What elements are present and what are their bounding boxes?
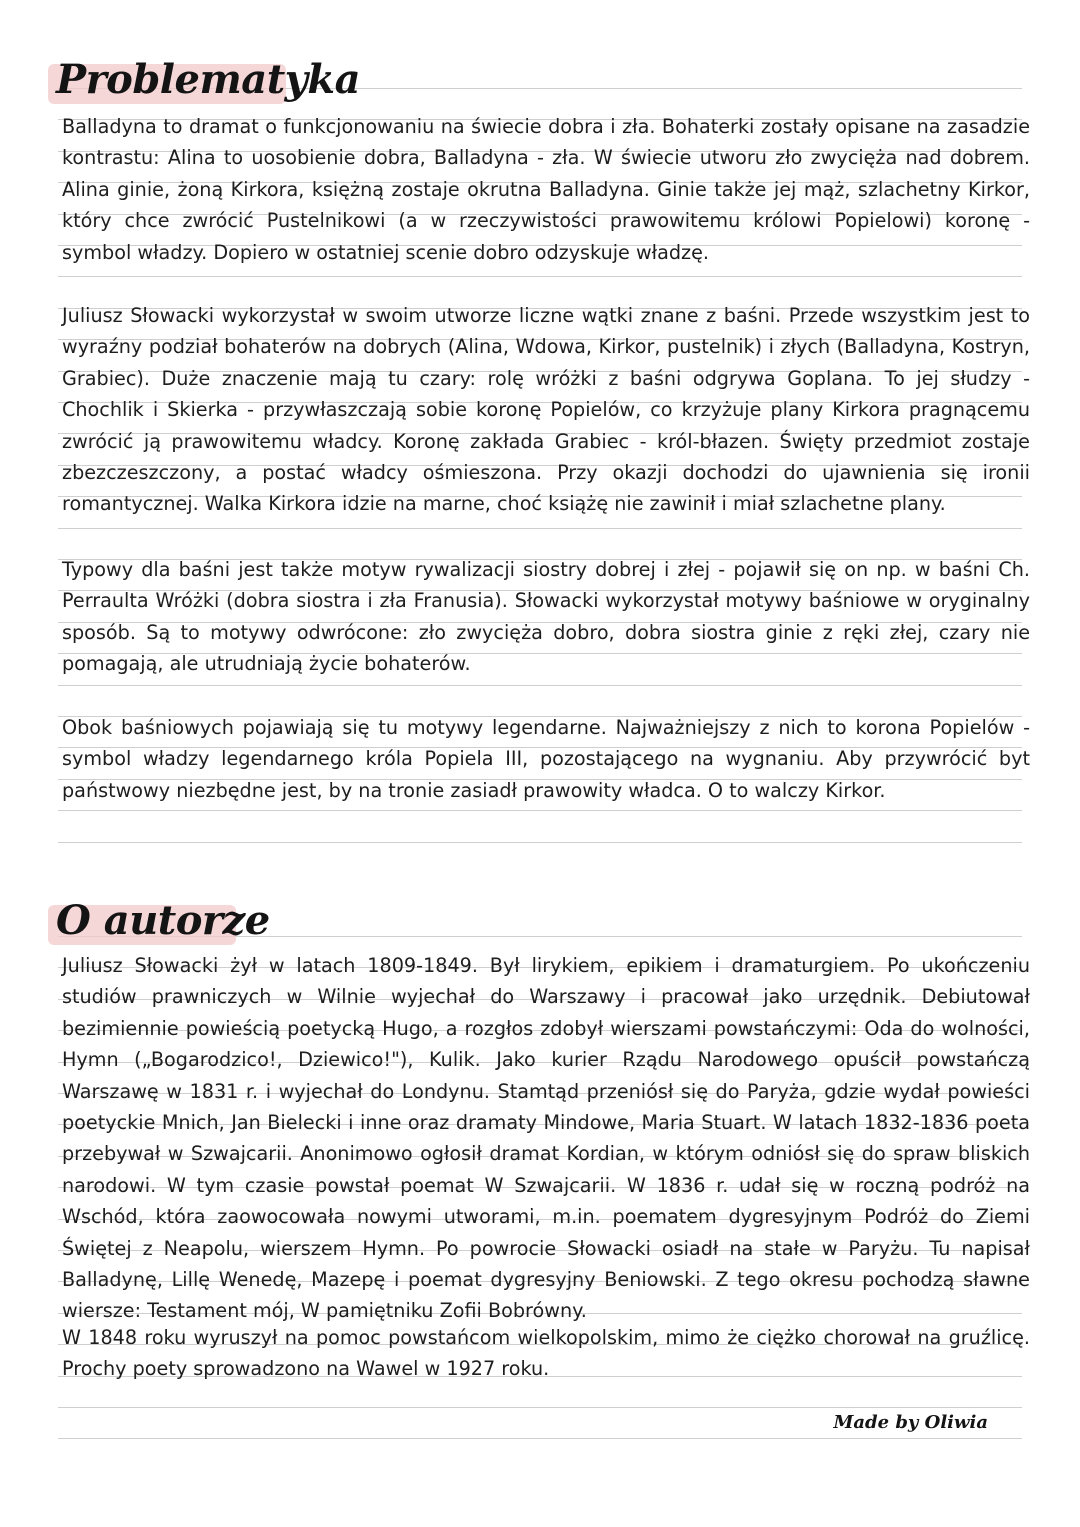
ruled-line (58, 842, 1022, 843)
ruled-line (58, 810, 1022, 811)
paragraph-problematyka-3: Typowy dla baśni jest także motyw rywalizacji siostry dobrej i złej - pojawił się on np. w baśni Ch. Perraulta Wróżki (dobra siostra i zła Franusia). Słowacki wykorzystał motywy baśniowe w oryginalny sposób. Są to motywy odwrócone: zło zwycięża dobro, dobra siostra ginie z ręki złej, czary nie pomagają, ale utrudniają życie bohaterów. (62, 558, 1030, 676)
ruled-line (58, 528, 1022, 529)
section-heading-o-autorze-wrap (56, 891, 270, 951)
section-heading-problematyka-wrap (56, 50, 360, 110)
paragraph-problematyka-1: Balladyna to dramat o funkcjonowaniu na świecie dobra i zła. Bohaterki zostały opisane na zasadzie kontrastu: Alina to uosobienie dobra, Balladyna - zła. W świecie utworu zło zwycięża nad dobrem. Alina ginie, żoną Kirkora, księżną zostaje okrutna Balladyna. Ginie także jej mąż, szlachetny Kirkor, który chce zwrócić Pustelnikowi (a w rzeczywistości prawowitemu królowi Popielowi) koronę - symbol władzy. Dopiero w ostatniej scenie dobro odzyskuje władzę. (62, 115, 1030, 264)
ruled-line (58, 685, 1022, 686)
section-heading-problematyka: Problematyka (56, 56, 361, 103)
paragraph-problematyka-4: Obok baśniowych pojawiają się tu motywy legendarne. Najważniejszy z nich to korona Popielów - symbol władzy legendarnego króla Popiela III, pozostającego na wygnaniu. Aby przywrócić byt państwowy niezbędne jest, by na tronie zasiadł prawowity władca. O to walczy Kirkor. (62, 716, 1030, 802)
section-heading-o-autorze: O autorze (56, 897, 270, 944)
ruled-line (58, 1438, 1022, 1439)
paragraph-o-autorze-1: Juliusz Słowacki żył w latach 1809-1849. Był lirykiem, epikiem i dramaturgiem. Po ukończeniu studiów prawniczych w Wilnie wyjechał do Warszawy i pracował jako urzędnik. Debiutował bezimiennie powieścią poetycką Hugo, a rozgłos zdobył wierszami powstańczymi: Oda do wolności, Hymn („Bogarodzico!, Dziewico!"), Kulik. Jako kurier Rządu Narodowego opuścił powstańczą Warszawę w 1831 r. i wyjechał do Londynu. Stamtąd przeniósł się do Paryża, gdzie wydał powieści poetyckie Mnich, Jan Bielecki i inne oraz dramaty Mindowe, Maria Stuart. W latach 1832-1836 poeta przebywał w Szwajcarii. Anonimowo ogłosił dramat Kordian, w którym odniósł się do spraw bliskich narodowi. W tym czasie powstał poemat W Szwajcarii. W 1836 r. udał się w roczną podróż na Wschód, która zaowocowała nowymi utworami, m.in. poematem dygresyjnym Podróż do Ziemi Świętej z Neapolu, wierszem Hymn. Po powrocie Słowacki osiadł na stałe w Paryżu. Tu napisał Balladynę, Lillę Wenedę, Mazepę i poemat dygresyjny Beniowski. Z tego okresu pochodzą sławne wiersze: Testament mój, W pamiętniku Zofii Bobrówny. (62, 954, 1030, 1323)
ruled-line (58, 1407, 1022, 1408)
ruled-line (58, 276, 1022, 277)
paragraph-o-autorze-2: W 1848 roku wyruszył na pomoc powstańcom wielkopolskim, mimo że ciężko chorował na gruźlicę. Prochy poety sprowadzono na Wawel w 1927 roku. (62, 1326, 1030, 1381)
author-signature: Made by Oliwia (833, 1412, 988, 1433)
paragraph-problematyka-2: Juliusz Słowacki wykorzystał w swoim utworze liczne wątki znane z baśni. Przede wszystkim jest to wyraźny podział bohaterów na dobrych (Alina, Wdowa, Kirkor, pustelnik) i złych (Balladyna, Kostryn, Grabiec). Duże znaczenie mają tu czary: rolę wróżki z baśni odgrywa Goplana. To jej słudzy - Chochlik i Skierka - przywłaszczają sobie koronę Popielów, co krzyżuje plany Kirkora pragnącemu zwrócić ją prawowitemu władcy. Koronę zakłada Grabiec - król-błazen. Święty przedmiot zostaje zbezczeszczony, a postać władcy ośmieszona. Przy okazji dochodzi do ujawnienia się ironii romantycznej. Walka Kirkora idzie na marne, choć książę nie zawinił i miał szlachetne plany. (62, 304, 1030, 516)
